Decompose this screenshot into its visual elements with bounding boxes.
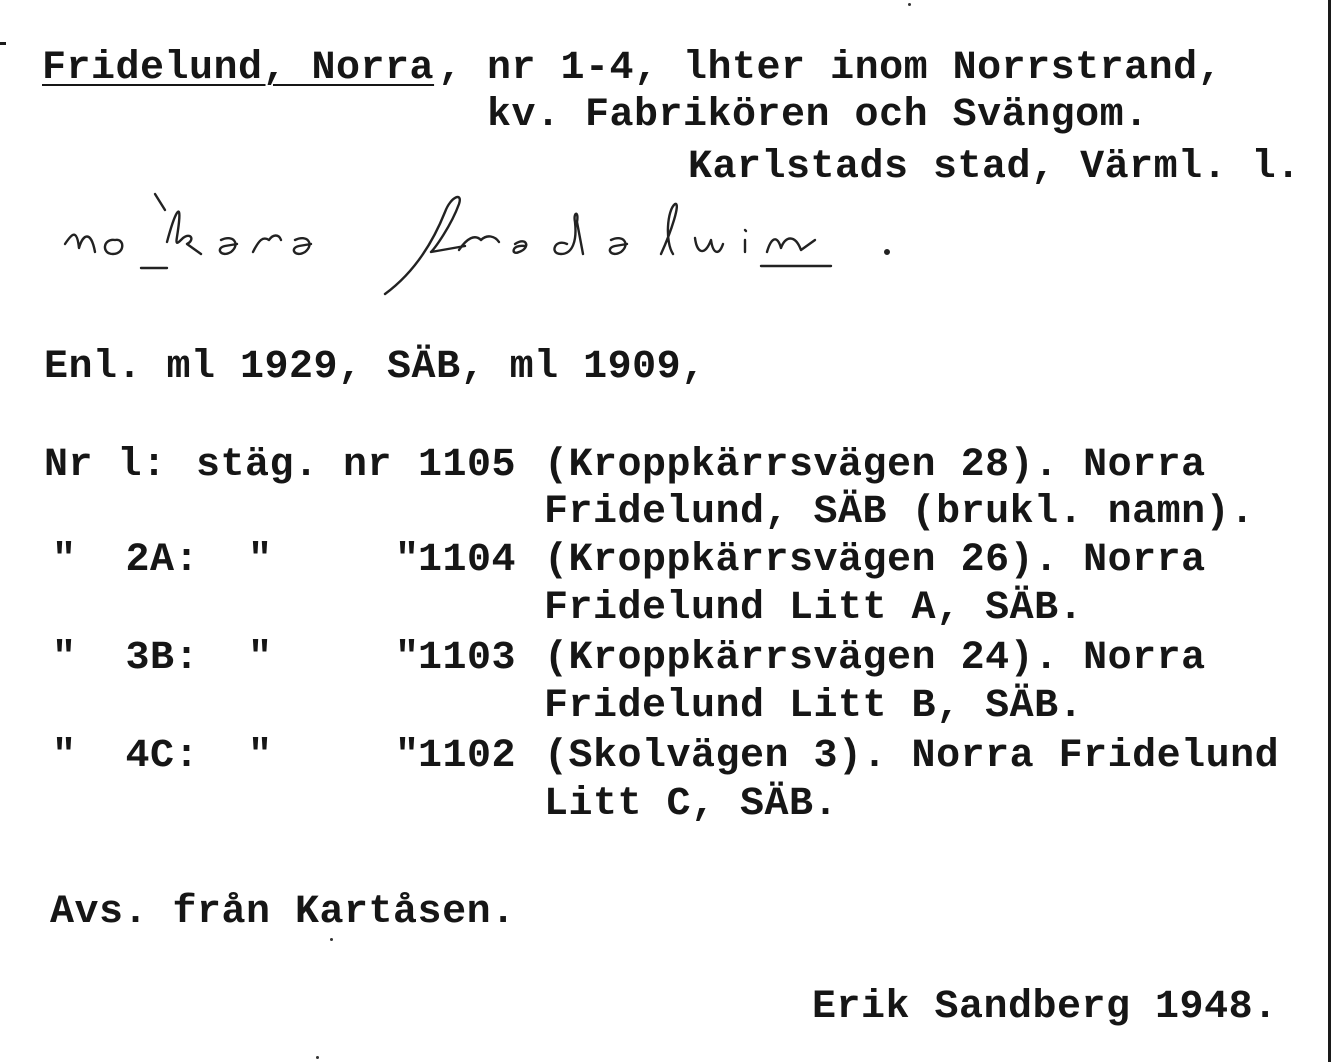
entry-id: 1102	[418, 734, 517, 779]
header-line-3: Karlstads stad, Värml. l.	[688, 145, 1301, 190]
entry-type: " "	[248, 636, 420, 681]
entry-type: " "	[248, 538, 420, 583]
entry-line-2: Litt C, SÄB.	[544, 782, 839, 827]
entry-id: 1105	[418, 443, 517, 488]
entry-line-2: Fridelund, SÄB (brukl. namn).	[544, 490, 1255, 535]
entry-number: Nr l:	[44, 443, 167, 488]
place-name: Fridelund, Norra	[42, 46, 435, 91]
entry-number: " 4C:	[52, 734, 200, 779]
scan-speck	[316, 1056, 319, 1059]
entry-id: 1104	[418, 538, 517, 583]
signature: Erik Sandberg 1948.	[812, 985, 1278, 1030]
entry-line-1: (Kroppkärrsvägen 28). Norra	[544, 443, 1206, 488]
entry-line-1: (Skolvägen 3). Norra Fridelund	[544, 734, 1280, 779]
header-line-2: kv. Fabrikören och Svängom.	[487, 93, 1149, 138]
entry-number: " 3B:	[52, 636, 200, 681]
entry-type: " "	[248, 734, 420, 779]
entry-line-2: Fridelund Litt B, SÄB.	[544, 684, 1084, 729]
remark-line: Avs. från Kartåsen.	[50, 890, 516, 935]
entry-number: " 2A:	[52, 538, 200, 583]
entry-line-1: (Kroppkärrsvägen 24). Norra	[544, 636, 1206, 681]
card-right-edge	[1328, 0, 1331, 1062]
header-line-1-rest: , nr 1-4, lhter inom Norrstrand,	[438, 46, 1223, 91]
card-left-mark	[0, 42, 6, 45]
entry-id: 1103	[418, 636, 517, 681]
sources-line: Enl. ml 1929, SÄB, ml 1909,	[44, 345, 706, 390]
scan-speck	[330, 938, 333, 941]
entry-type: stäg. nr	[196, 443, 393, 488]
entry-line-1: (Kroppkärrsvägen 26). Norra	[544, 538, 1206, 583]
entry-line-2: Fridelund Litt A, SÄB.	[544, 586, 1084, 631]
handwritten-pronunciation	[55, 182, 905, 297]
scan-speck	[908, 3, 911, 6]
